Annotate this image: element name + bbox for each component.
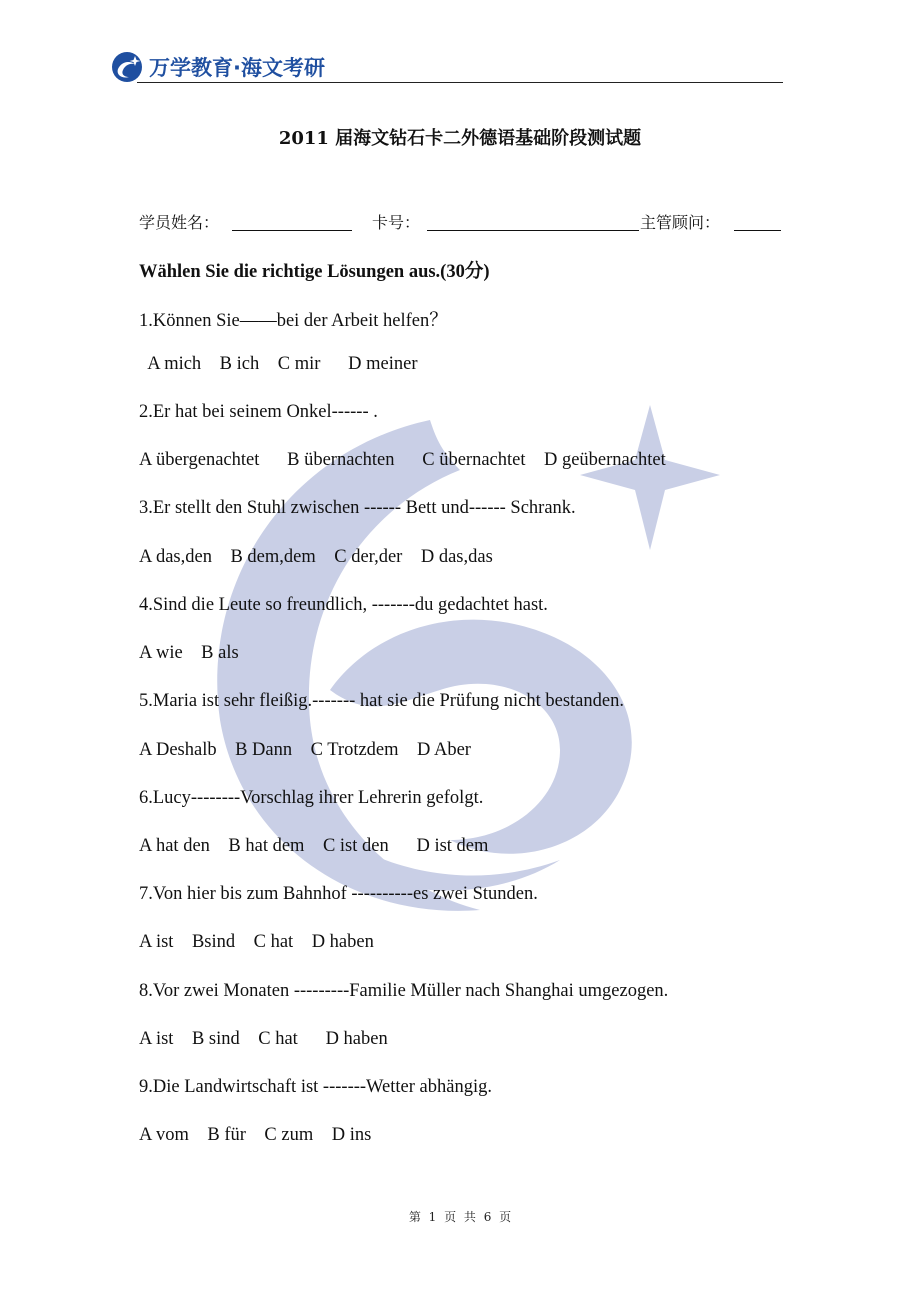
section-heading: Wählen Sie die richtige Lösungen aus.(30分): [139, 262, 490, 282]
question-7-options: A ist Bsind C hat D haben: [139, 932, 374, 952]
advisor-label: 主管顾问：: [640, 213, 721, 232]
question-4-options: A wie B als: [139, 643, 239, 663]
page-title: 2011 届海文钻石卡二外德语基础阶段测试题: [278, 128, 642, 149]
question-9: 9.Die Landwirtschaft ist -------Wetter abhängig.: [139, 1077, 492, 1097]
logo-swirl-icon: [111, 51, 143, 83]
header-divider: [137, 82, 783, 83]
page-number: 第 1 页 共 6 页: [408, 1210, 512, 1224]
watermark-wave: [330, 620, 632, 854]
question-6: 6.Lucy--------Vorschlag ihrer Lehrerin gefolgt.: [139, 788, 484, 808]
question-8: 8.Vor zwei Monaten ---------Familie Müller nach Shanghai umgezogen.: [139, 981, 669, 1001]
card-number-label: 卡号：: [372, 213, 421, 232]
advisor-field[interactable]: [734, 230, 781, 231]
question-5: 5.Maria ist sehr fleißig.------- hat sie die Prüfung nicht bestanden.: [139, 691, 624, 711]
watermark-star: [580, 405, 720, 550]
question-8-options: A ist B sind C hat D haben: [139, 1029, 388, 1049]
student-name-field[interactable]: [232, 230, 352, 231]
card-number-field[interactable]: [427, 230, 639, 231]
logo-text: 万学教育·海文考研: [149, 56, 325, 80]
header-logo: [111, 50, 325, 84]
question-1-options: A mich B ich C mir D meiner: [139, 354, 418, 374]
question-5-options: A Deshalb B Dann C Trotzdem D Aber: [139, 740, 471, 760]
question-2: 2.Er hat bei seinem Onkel------ .: [139, 402, 378, 422]
question-2-options: A übergenachtet B übernachten C übernachtet D geübernachtet: [139, 450, 666, 470]
question-6-options: A hat den B hat dem C ist den D ist dem: [139, 836, 489, 856]
question-3-options: A das,den B dem,dem C der,der D das,das: [139, 547, 493, 567]
question-9-options: A vom B für C zum D ins: [139, 1125, 372, 1145]
student-name-label: 学员姓名：: [139, 213, 220, 232]
question-3: 3.Er stellt den Stuhl zwischen ------ Bett und------ Schrank.: [139, 498, 576, 518]
question-4: 4.Sind die Leute so freundlich, -------du gedachtet hast.: [139, 595, 548, 615]
question-1: 1.Können Sie——bei der Arbeit helfen？: [139, 311, 448, 331]
question-7: 7.Von hier bis zum Bahnhof ----------es zwei Stunden.: [139, 884, 538, 904]
